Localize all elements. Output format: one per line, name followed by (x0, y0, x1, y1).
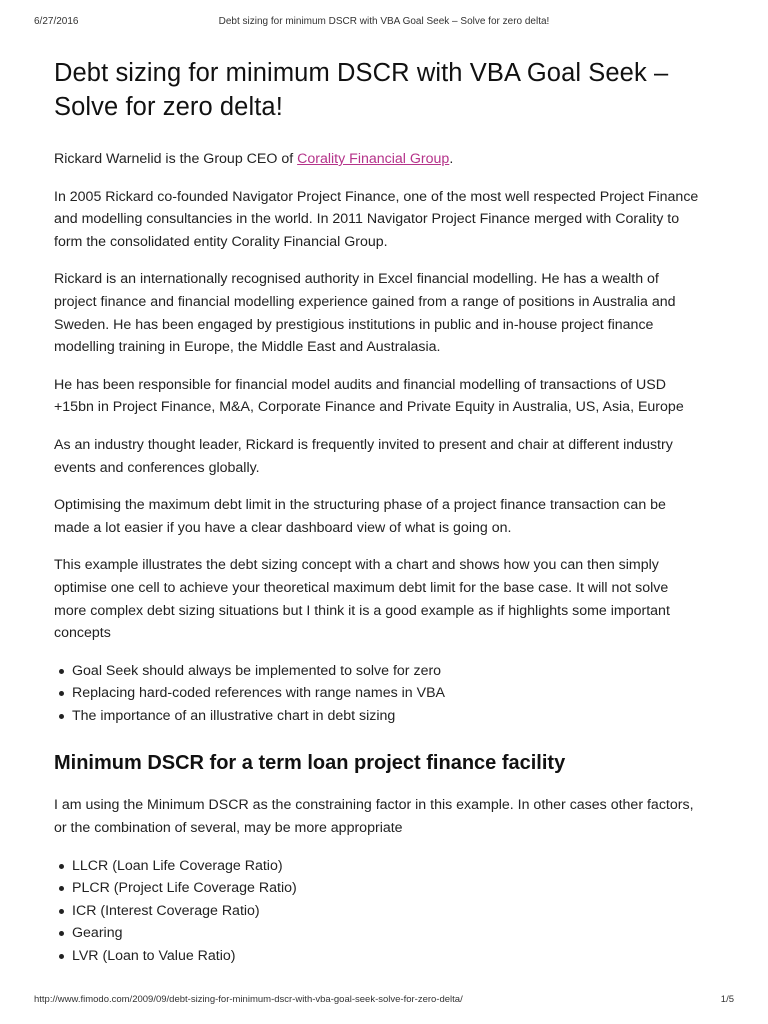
print-date: 6/27/2016 (34, 16, 79, 27)
paragraph: Optimising the maximum debt limit in the structuring phase of a project finance transaction can be made a lot easier if you have a clear dashboard view of what is going on. (54, 497, 666, 536)
list-item: LVR (Loan to Value Ratio) (72, 945, 704, 968)
list-item: PLCR (Project Life Coverage Ratio) (72, 877, 704, 900)
author-intro-paragraph (54, 148, 704, 171)
article-title: Debt sizing for minimum DSCR with VBA Goal Seek – Solve for zero delta! (54, 59, 669, 121)
section-heading: Minimum DSCR for a term loan project finance facility (54, 752, 566, 775)
paragraph: As an industry thought leader, Rickard is frequently invited to present and chair at different industry events and conferences globally. (54, 436, 673, 476)
page-url: http://www.fimodo.com/2009/09/debt-sizing-for-minimum-dscr-with-vba-goal-seek-solve-for-zero-delta/ (34, 994, 463, 1005)
paragraph: In 2005 Rickard co-founded Navigator Project Finance, one of the most well respected Project Finance and modelling consultancies in the world. In 2011 Navigator Project Finance merged with Corality to form the consolidated entity Corality Financial Group. (54, 188, 699, 250)
list-item: Replacing hard-coded references with range names in VBA (72, 682, 704, 705)
corality-financial-group-link[interactable]: Corality Financial Group (297, 151, 450, 167)
page-number: 1/5 (720, 994, 734, 1005)
list-item: Goal Seek should always be implemented to solve for zero (72, 660, 704, 683)
paragraph: He has been responsible for financial model audits and financial modelling of transactions of USD +15bn in Project Finance, M&A, Corporate Finance and Private Equity in Australia, US, Asia, Europe (54, 376, 684, 416)
ratios-list (54, 855, 704, 968)
paragraph: This example illustrates the debt sizing concept with a chart and shows how you can then simply optimise one cell to achieve your theoretical maximum debt limit for the base case. It will not solve more complex debt sizing situations but I think it is a good example as if highlights some important concepts (54, 557, 670, 642)
list-item: ICR (Interest Coverage Ratio) (72, 900, 704, 923)
list-item: Gearing (72, 922, 704, 945)
list-item: LLCR (Loan Life Coverage Ratio) (72, 855, 704, 878)
paragraph: I am using the Minimum DSCR as the constraining factor in this example. In other cases other factors, or the combination of several, may be more appropriate (54, 797, 694, 837)
print-header (34, 16, 734, 30)
concepts-list (54, 660, 704, 728)
article (54, 56, 704, 983)
author-intro-text: Rickard Warnelid is the Group CEO of (54, 151, 298, 167)
print-footer (34, 994, 734, 1008)
print-document-title: Debt sizing for minimum DSCR with VBA Goal Seek – Solve for zero delta! (218, 16, 550, 27)
author-intro-end: . (449, 151, 454, 167)
list-item: The importance of an illustrative chart in debt sizing (72, 705, 704, 728)
paragraph: Rickard is an internationally recognised authority in Excel financial modelling. He has a wealth of project finance and financial modelling experience gained from a range of positions in Australia and Sweden. He has been engaged by prestigious institutions in public and in-house project finance modelling training in Europe, the Middle East and Australasia. (54, 271, 676, 356)
